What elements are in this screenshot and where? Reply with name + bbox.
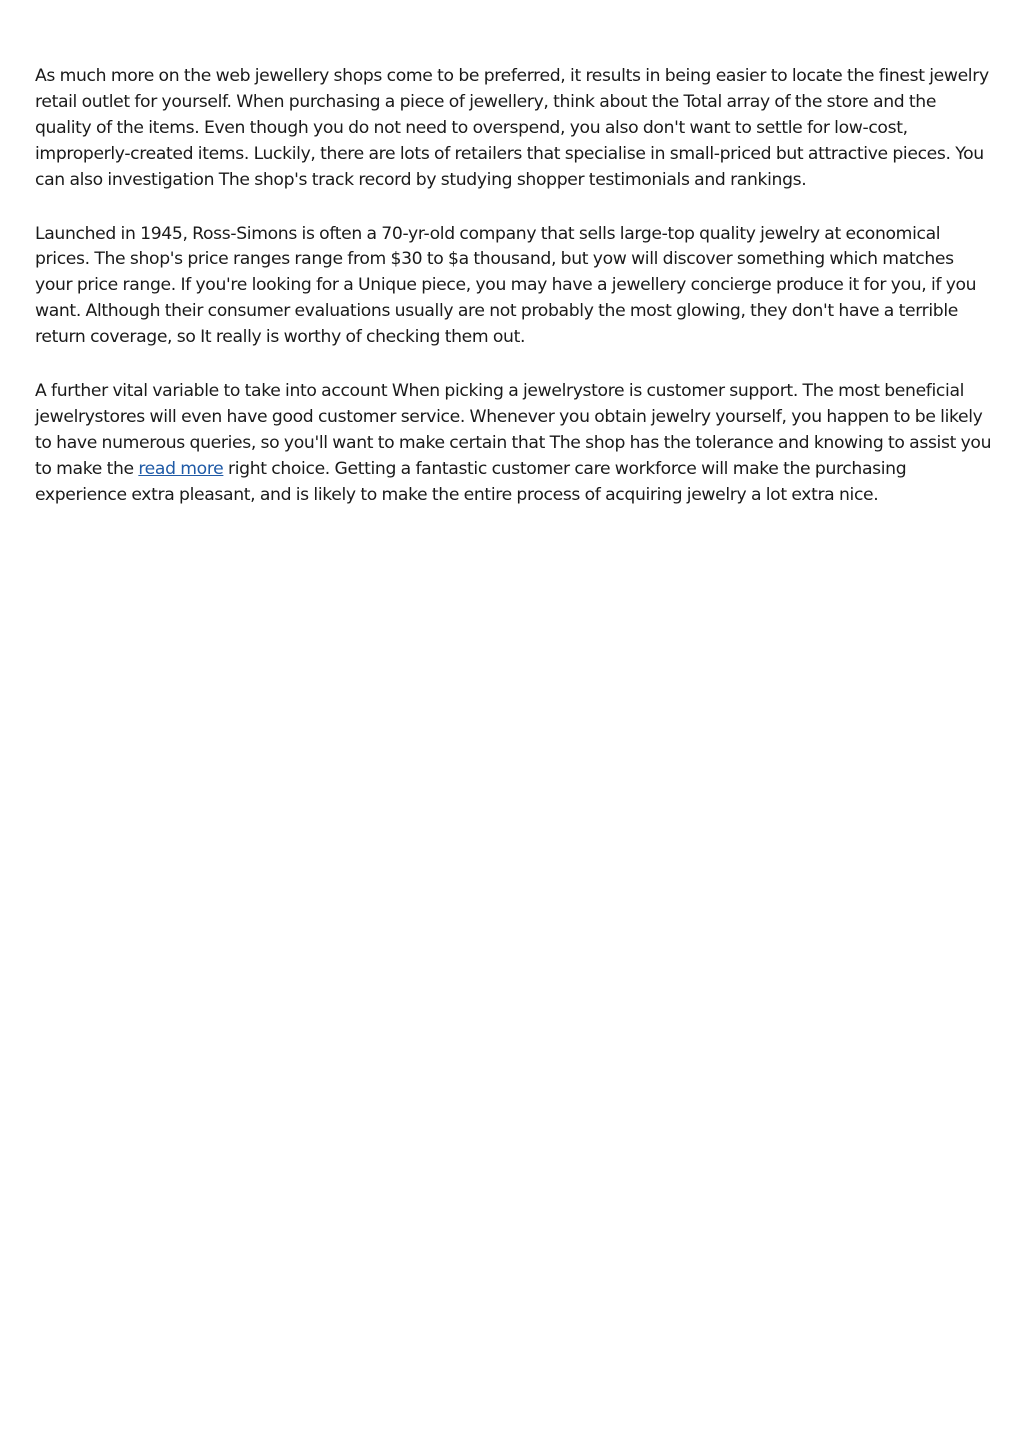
read-more-link[interactable]: read more [138,458,224,479]
paragraph-2: Launched in 1945, Ross-Simons is often a 70-yr-old company that sells large-top quality jewelry at economical prices. The shop's price ranges range from $30 to $a thousand, but yow will discover something which matches your price range. If you're looking for a Unique piece, you may have a jewellery concierge produce it for you, if you want. Although their consumer evaluations usually are not probably the most glowing, they don't have a terrible return coverage, so It really is worthy of checking them out. [35,223,977,348]
paragraph-3 [35,379,995,509]
paragraph-1: As much more on the web jewellery shops come to be preferred, it results in being easier to locate the finest jewelry retail outlet for yourself. When purchasing a piece of jewellery, think about the Total array of the store and the quality of the items. Even though you do not need to overspend, you also don't want to settle for low-cost, improperly-created items. Luckily, there are lots of retailers that specialise in small-priced but attractive pieces. You can also investigation The shop's track record by studying shopper testimonials and rankings. [35,66,989,190]
paragraph-3-text-before-link: A further vital variable to take into account When picking a jewelrystore is customer support. The most beneficial jewelrystores will even have good customer service. Whenever you obtain jewelry yourself, you happen to be likely to have numerous queries, so you'll want to make certain that The shop has the tolerance and knowing to assist you to make the [35,381,992,479]
paragraph-3-text-after-link: right choice. Getting a fantastic customer care workforce will make the purchasing experience extra pleasant, and is likely to make the entire process of acquiring jewelry a lot extra nice. [35,458,907,505]
document-body [35,64,995,537]
